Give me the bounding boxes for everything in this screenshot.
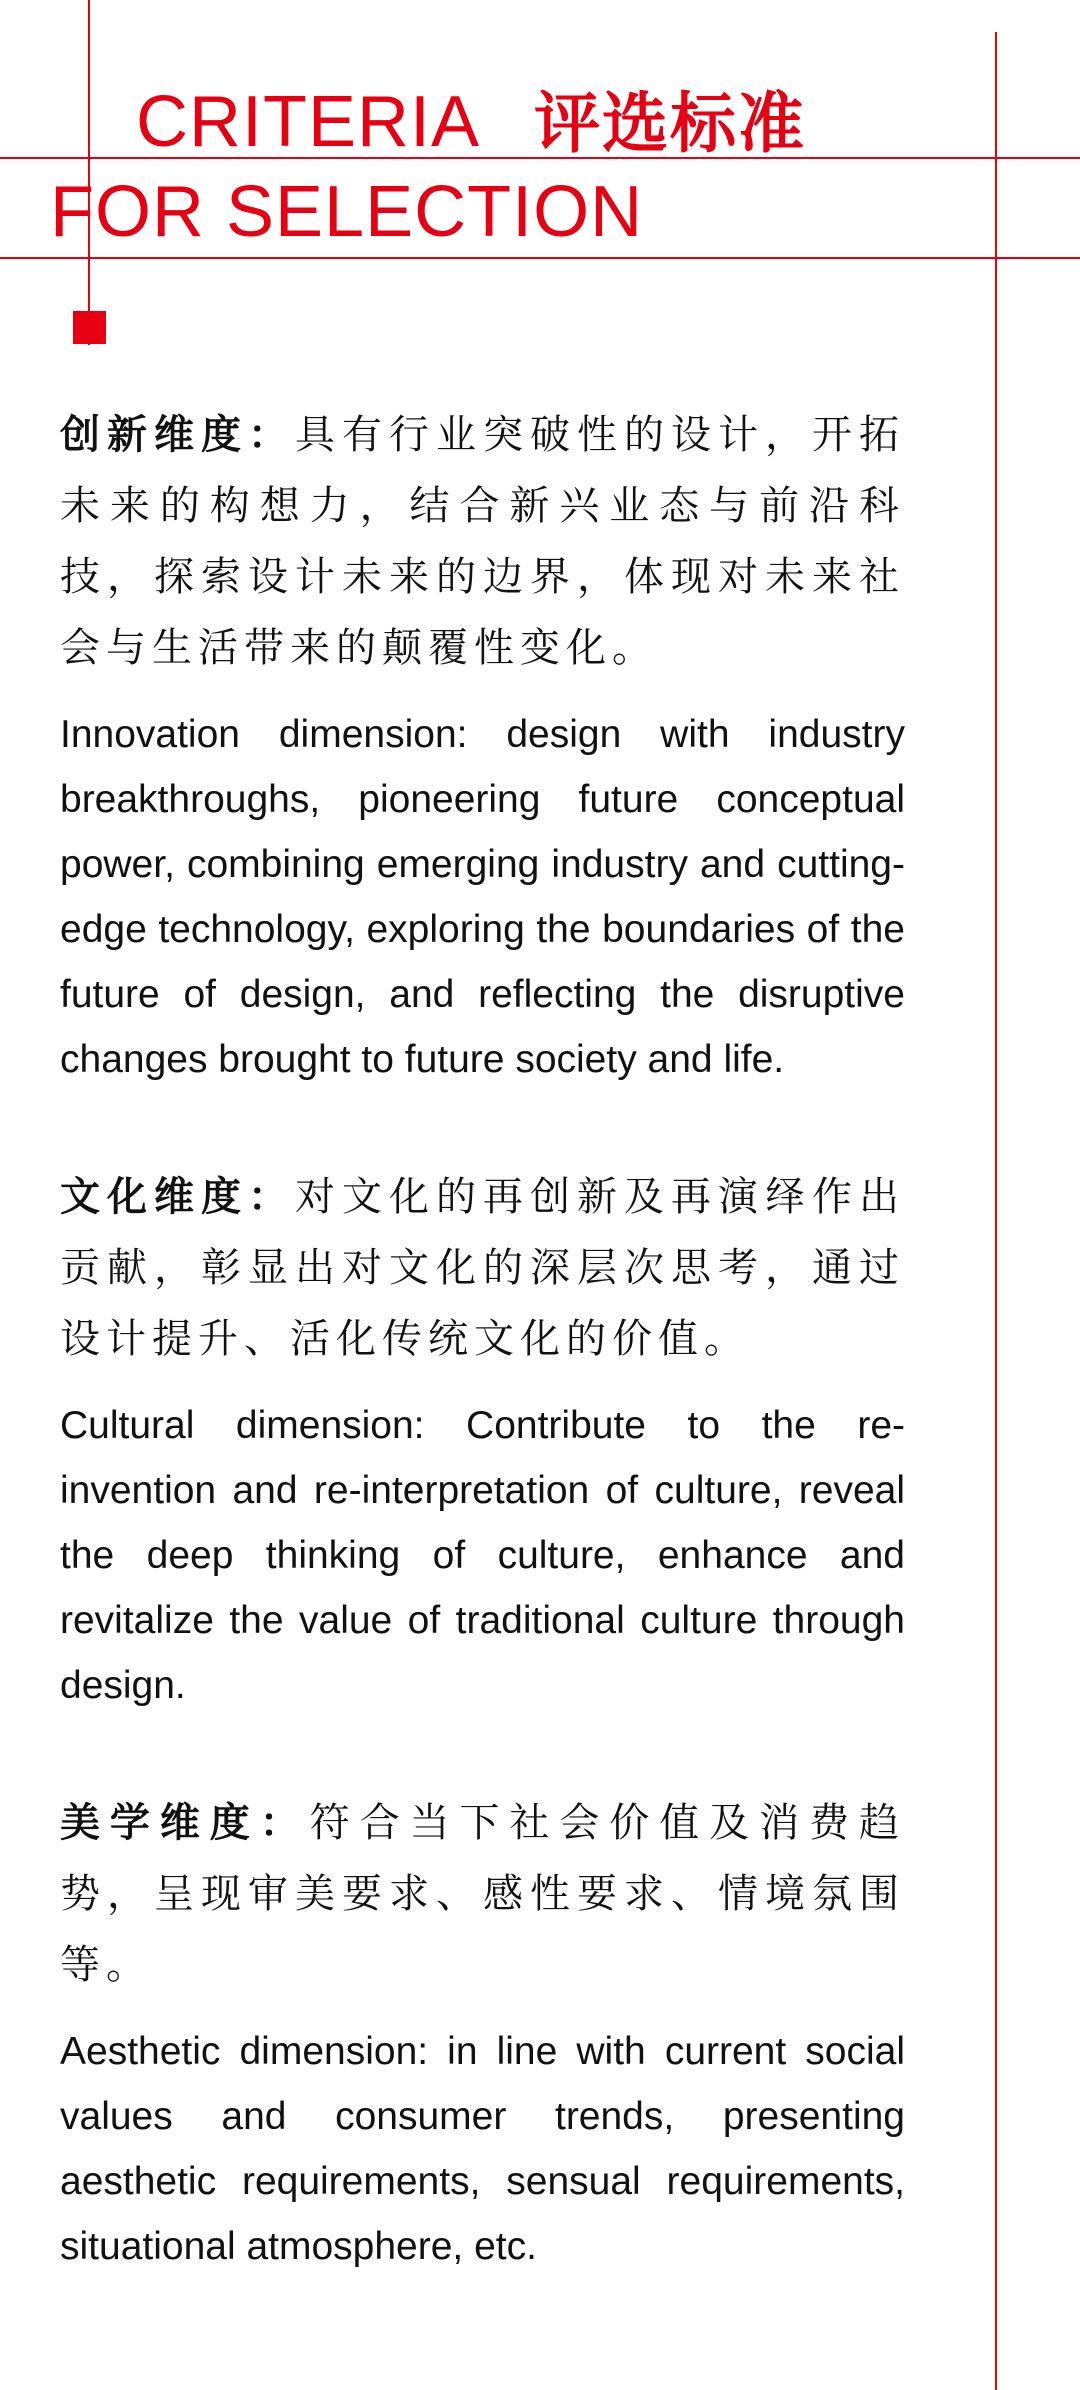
innovation-zh-text: 具有行业突破性的设计，开拓未来的构想力，结合新兴业态与前沿科技，探索设计未来的边界，体现对未来社会与生活带来的颠覆性变化。 xyxy=(60,412,905,671)
right-vertical-rule xyxy=(995,32,997,2390)
criteria-content xyxy=(60,400,905,2279)
header-title-row xyxy=(136,76,806,168)
aesthetics-zh-text: 符合当下社会价值及消费趋势，呈现审美要求、感性要求、情境氛围等。 xyxy=(60,1800,905,1988)
aesthetics-en-paragraph: Aesthetic dimension: in line with current social values and consumer trends, presenting aesthetic requirements, sensual requirements, situational atmosphere, etc. xyxy=(60,2030,905,2268)
title-chinese: 评选标准 xyxy=(534,85,807,162)
title-english-line2: FOR SELECTION xyxy=(50,172,644,252)
aesthetics-zh-paragraph xyxy=(60,1788,905,2001)
culture-en-paragraph: Cultural dimension: Contribute to the re-invention and re-interpretation of culture, reveal the deep thinking of culture, enhance and revitalize the value of traditional culture through design. xyxy=(60,1404,905,1707)
culture-zh-text: 对文化的再创新及再演绎作出贡献，彰显出对文化的深层次思考，通过设计提升、活化传统文化的价值。 xyxy=(60,1174,905,1362)
section-aesthetics xyxy=(60,1788,905,2279)
aesthetics-zh-heading: 美学维度： xyxy=(60,1800,310,1846)
innovation-en-paragraph: Innovation dimension: design with industry breakthroughs, pioneering future conceptual power, combining emerging industry and cutting-edge technology, exploring the boundaries of the future of design, and reflecting the disruptive changes brought to future society and life. xyxy=(60,713,905,1081)
section-culture xyxy=(60,1162,905,1718)
section-innovation xyxy=(60,400,905,1092)
culture-zh-heading: 文化维度： xyxy=(60,1174,295,1220)
innovation-zh-heading: 创新维度： xyxy=(60,412,295,458)
culture-zh-paragraph xyxy=(60,1162,905,1375)
innovation-zh-paragraph xyxy=(60,400,905,684)
title-english-line1: CRITERIA xyxy=(136,82,481,162)
red-square-marker xyxy=(73,311,106,344)
